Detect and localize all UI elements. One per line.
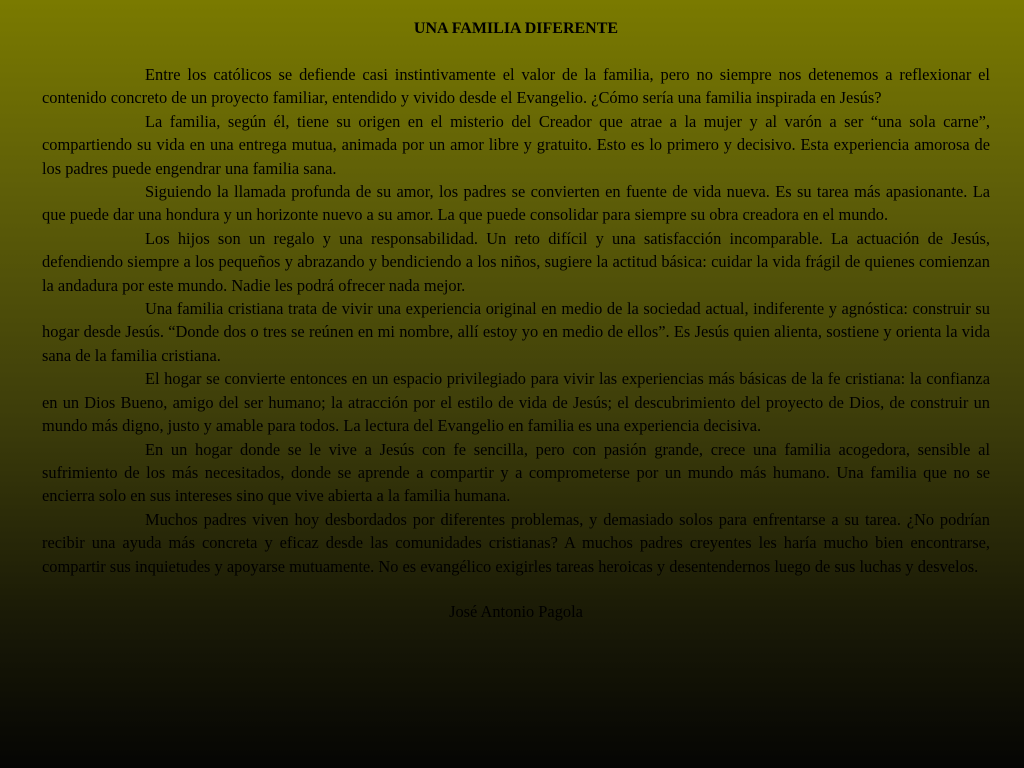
paragraph-6: El hogar se convierte entonces en un espacio privilegiado para vivir las experiencias más básicas de la fe cristiana: la confianza en un Dios Bueno, amigo del ser humano; la atracción por el estilo de vida de Jesús; el descubrimiento del proyecto de Dios, de construir un mundo más digno, justo y amable para todos. La lectura del Evangelio en familia es una experiencia decisiva. [42, 369, 990, 436]
paragraph-5: Una familia cristiana trata de vivir una experiencia original en medio de la sociedad actual, indiferente y agnóstica: construir su hogar desde Jesús. “Donde dos o tres se reúnen en mi nombre, allí estoy yo en medio de ellos”. Es Jesús quien alienta, sostiene y orienta la vida sana de la familia cristiana. [42, 299, 990, 365]
author-signature: José Antonio Pagola [449, 601, 583, 621]
document-page [42, 18, 990, 623]
paragraph-1: Entre los católicos se defiende casi instintivamente el valor de la familia, pero no siempre nos detenemos a reflexionar el contenido concreto de un proyecto familiar, entendido y vivido desde el Evangelio. ¿Cómo sería una familia inspirada en Jesús? [42, 65, 990, 108]
paragraph-4: Los hijos son un regalo y una responsabilidad. Un reto difícil y una satisfacción incomparable. La actuación de Jesús, defendiendo siempre a los pequeños y abrazando y bendiciendo a los niños, sugiere la actitud básica: cuidar la vida frágil de quienes comienzan la andadura por este mundo. Nadie les podrá ofrecer nada mejor. [42, 228, 990, 295]
paragraph-3: Siguiendo la llamada profunda de su amor, los padres se convierten en fuente de vida nueva. Es su tarea más apasionante. La que puede dar una hondura y un horizonte nuevo a su amor. La que puede consolidar para siempre su obra creadora en el mundo. [42, 182, 990, 225]
paragraph-8: Muchos padres viven hoy desbordados por diferentes problemas, y demasiado solos para enfrentarse a su tarea. ¿No podrían recibir una ayuda más concreta y eficaz desde las comunidades cristianas? A muchos padres creyentes les haría mucho bien encontrarse, compartir sus inquietudes y apoyarse mutuamente. No es evangélico exigirles tareas heroicas y desentendernos luego de sus luchas y desvelos. [42, 509, 990, 576]
paragraph-7: En un hogar donde se le vive a Jesús con fe sencilla, pero con pasión grande, crece una familia acogedora, sensible al sufrimiento de los más necesitados, donde se aprende a compartir y a comprometerse por un mundo más humano. Una familia que no se encierra solo en sus intereses sino que vive abierta a la familia humana. [42, 439, 990, 506]
document-title: UNA FAMILIA DIFERENTE [413, 20, 619, 37]
paragraph-2: La familia, según él, tiene su origen en el misterio del Creador que atrae a la mujer y al varón a ser “una sola carne”, compartiendo su vida en una entrega mutua, animada por un amor libre y gratuito. Esto es lo primero y decisivo. Esta experiencia amorosa de los padres puede engendrar una familia sana. [42, 111, 990, 178]
